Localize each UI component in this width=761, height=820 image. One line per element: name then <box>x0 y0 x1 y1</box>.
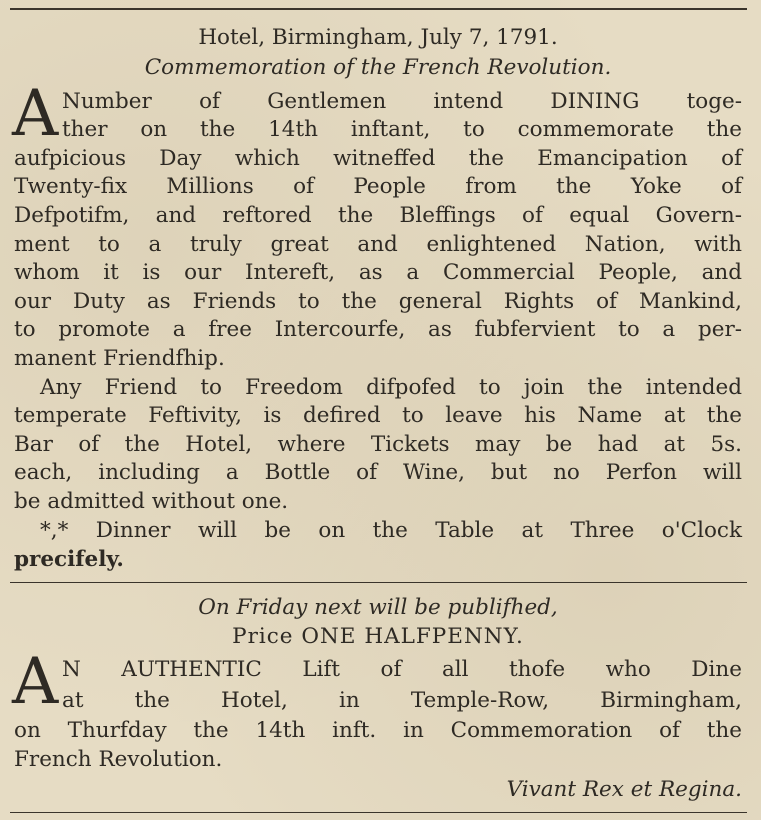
body-line-8: our Duty as Friends to the general Rights of Mankind, <box>14 289 742 314</box>
list-line-4: French Revolution. <box>14 747 223 772</box>
price-line: Price ONE HALFPENNY. <box>232 624 524 649</box>
publish-heading: On Friday next will be publifhed, <box>198 595 558 620</box>
body-line-9: to promote a free Intercourfe, as fubfervient to a per- <box>14 317 742 342</box>
body-line-4: Twenty-fix Millions of People from the Yoke of <box>14 174 742 199</box>
dateline: Hotel, Birmingham, July 7, 1791. <box>198 25 558 50</box>
para2-line-2: temperate Feftivity, is defired to leave his Name at the <box>14 403 742 428</box>
body-line-3: aufpicious Day which witneffed the Emancipation of <box>14 146 742 171</box>
body-line-5: Defpotifm, and reftored the Bleffings of equal Govern- <box>14 203 742 228</box>
bottom-rule <box>10 812 747 813</box>
body-line-6: ment to a truly great and enlightened Nation, with <box>14 232 742 257</box>
para2-line-5: be admitted without one. <box>14 489 289 514</box>
body-line-10: manent Friendfhip. <box>14 346 225 371</box>
body-line-2: ther on the 14th inftant, to commemorate the <box>62 117 742 142</box>
advert-heading: Commemoration of the French Revolution. <box>144 55 612 80</box>
body-line-1: Number of Gentlemen intend DINING toge- <box>62 89 742 114</box>
note-line-1: *,* Dinner will be on the Table at Three o'Clock <box>40 518 742 543</box>
note-line-2: precifely. <box>14 547 124 572</box>
signoff: Vivant Rex et Regina. <box>506 777 742 802</box>
list-line-3: on Thurfday the 14th inft. in Commemoration of the <box>14 718 742 743</box>
drop-cap-a-2: A <box>12 645 59 719</box>
top-rule <box>10 8 747 10</box>
section-rule <box>10 582 747 583</box>
list-line-2: at the Hotel, in Temple-Row, Birmingham, <box>62 688 742 713</box>
drop-cap-a: A <box>12 77 59 151</box>
list-line-1: N AUTHENTIC Lift of all thofe who Dine <box>62 657 742 682</box>
para2-line-3: Bar of the Hotel, where Tickets may be had at 5s. <box>14 432 742 457</box>
body-line-7: whom it is our Intereft, as a Commercial People, and <box>14 260 742 285</box>
para2-line-4: each, including a Bottle of Wine, but no Perfon will <box>14 460 742 485</box>
para2-line-1: Any Friend to Freedom difpofed to join the intended <box>40 375 742 400</box>
